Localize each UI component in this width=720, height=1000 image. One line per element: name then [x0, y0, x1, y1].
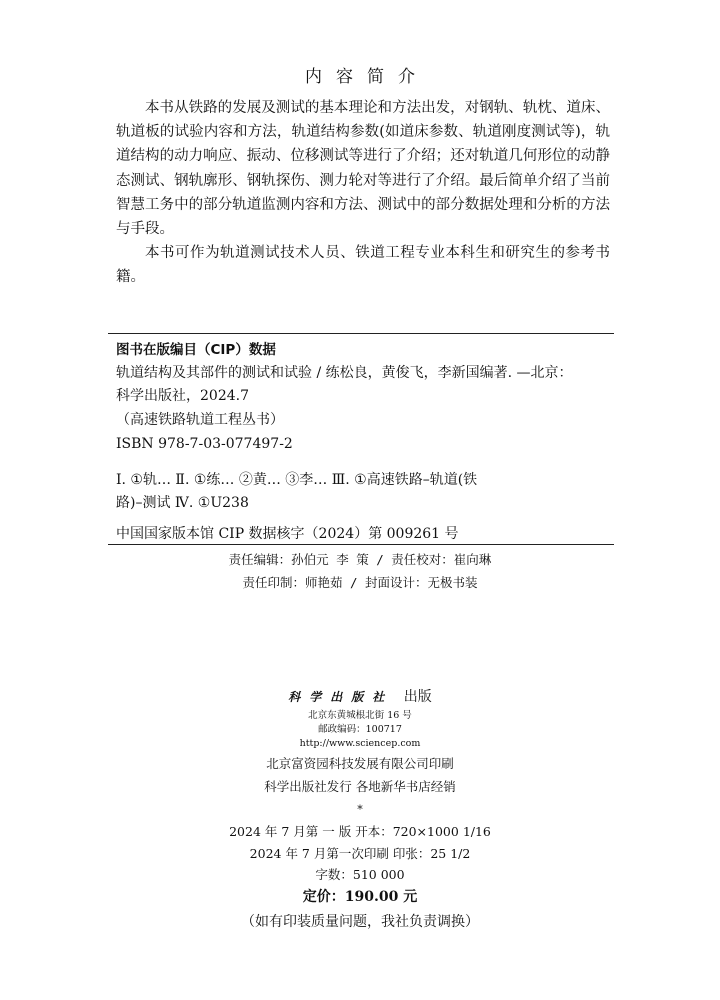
- intro-paragraph: 本书从铁路的发展及测试的基本理论和方法出发，对钢轨、轨枕、道床、轨道板的试验内容和方法，轨道结构参数(如道床参数、轨道刚度测试等)，轨道结构的动力响应、振动、位移测试等进行了介绍；还对轨道几何形位的动静态测试、钢轨廓形、钢轨探伤、测力轮对等进行了介绍。最后简单介绍了当前智慧工务中的部分轨道监测内容和方法、测试中的部分数据处理和分析的方法与手段。: [116, 100, 610, 238]
- printer-line: 北京富资园科技发展有限公司印刷: [266, 756, 454, 771]
- intro-body: [116, 96, 610, 290]
- intro-title: 内容简介: [305, 67, 429, 87]
- publisher-suffix: 出版: [403, 689, 432, 705]
- price: 定价：190.00 元: [302, 889, 418, 905]
- cip-isbn: ISBN 978-7-03-077497-2: [116, 436, 293, 452]
- separator-star: *: [357, 803, 363, 816]
- intro-paragraph: 本书可作为轨道测试技术人员、铁道工程专业本科生和研究生的参考书籍。: [116, 245, 610, 286]
- publisher-logo: 科学出版社: [288, 690, 394, 704]
- cip-bottom-rule: [108, 544, 614, 545]
- publisher-url: http://www.sciencep.com: [299, 738, 421, 749]
- cip-entry-line1: 轨道结构及其部件的测试和试验 / 练松良，黄俊飞，李新国编著. —北京：: [116, 365, 573, 381]
- cip-number: 中国国家版本馆 CIP 数据核字（2024）第 009261 号: [116, 526, 459, 542]
- edition-word-count: 字数：510 000: [315, 867, 405, 882]
- publisher-line: [0, 686, 720, 706]
- publisher-postcode: 邮政编码：100717: [318, 724, 402, 735]
- publisher-address: 北京东黄城根北街 16 号: [308, 710, 412, 721]
- quality-note: （如有印装质量问题，我社负责调换）: [241, 914, 479, 930]
- cip-classification-line2: 路)–测试 Ⅳ. ①U238: [116, 495, 249, 511]
- cip-classification-line1: Ⅰ. ①轨… Ⅱ. ①练… ②黄… ③李… Ⅲ. ①高速铁路–轨道(铁: [116, 472, 478, 488]
- credits-line2: 责任印制：师艳茹 / 封面设计：无极书装: [242, 575, 478, 590]
- cip-entry-line2: 科学出版社，2024.7: [116, 388, 249, 404]
- cip-heading: 图书在版编目（CIP）数据: [116, 342, 276, 358]
- cip-top-rule: [108, 333, 614, 334]
- cip-series: （高速铁路轨道工程丛书）: [116, 412, 284, 428]
- credits-line1: 责任编辑：孙伯元 李 策 / 责任校对：崔向琳: [228, 552, 492, 567]
- edition-line2: 2024 年 7 月第一次印刷 印张：25 1/2: [249, 846, 471, 861]
- distribution-line: 科学出版社发行 各地新华书店经销: [264, 779, 456, 794]
- edition-line1: 2024 年 7 月第 一 版 开本：720×1000 1/16: [229, 824, 491, 839]
